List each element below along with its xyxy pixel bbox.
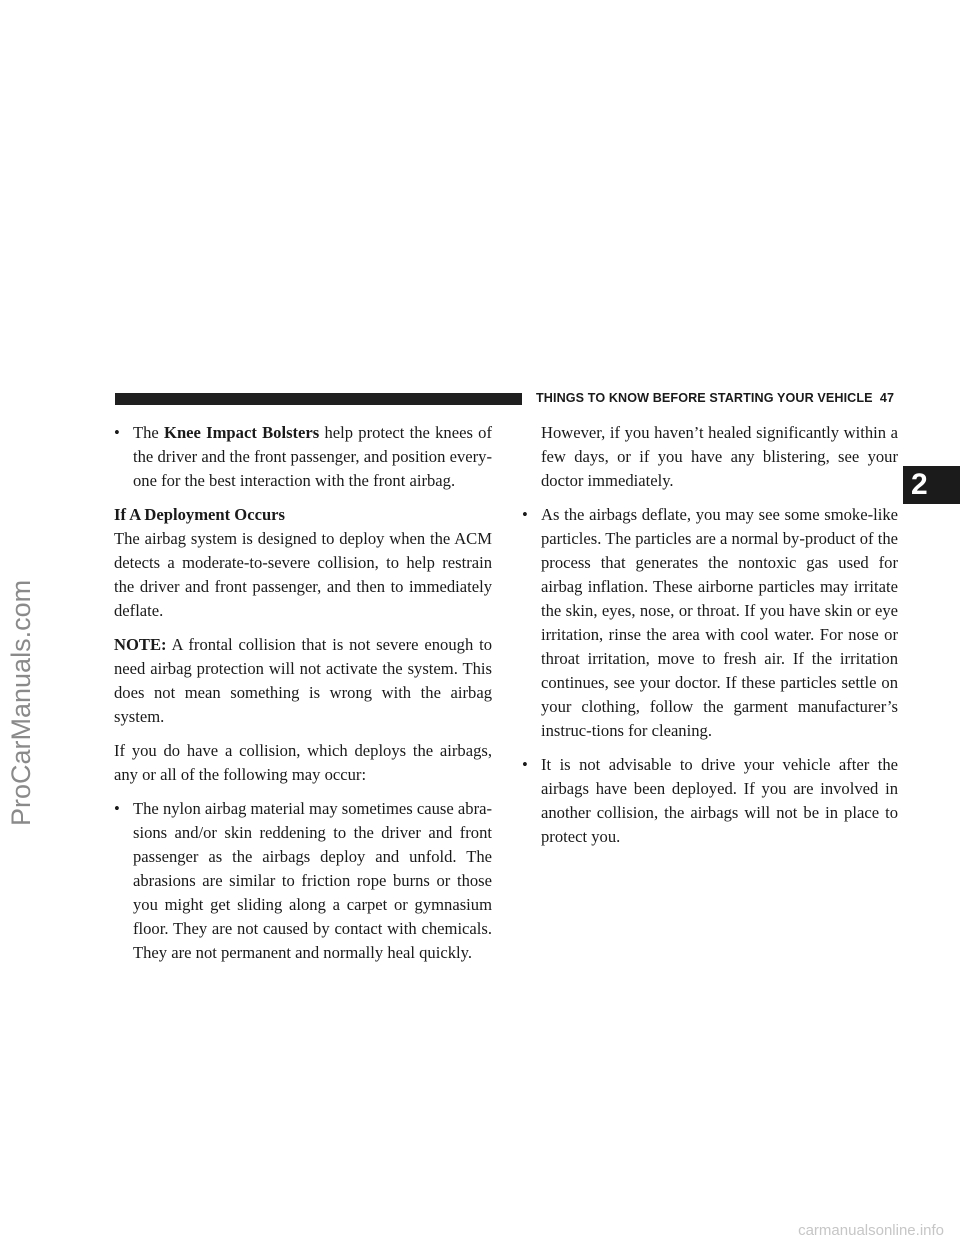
side-watermark: ProCarManuals.com	[6, 579, 36, 826]
paragraph-continuation: However, if you haven’t healed significantly within a few days, or if you have any blistering, see your doctor immediately.	[541, 423, 898, 490]
bullet-text: It is not advisable to drive your vehicle after the airbags have been deployed. If you are involved in another collision, the airbags will not be in place to protect you.	[541, 755, 898, 846]
chapter-tab: 2	[903, 466, 960, 504]
bullet-text: The nylon airbag material may sometimes cause abra-sions and/or skin reddening to the driver and front passenger as the airbags deploy and unfold. The abrasions are similar to friction rope burns or those you might get sliding along a carpet or gymnasium floor. They are not caused by contact with chemicals. They are not permanent and normally heal quickly.	[133, 799, 492, 962]
bullet-dot: •	[522, 755, 528, 774]
bullet-dot: •	[114, 423, 120, 442]
bullet-dot: •	[522, 505, 528, 524]
list-item-smoke-particles	[522, 503, 898, 743]
note-paragraph	[114, 633, 492, 729]
list-item-knee-bolsters	[114, 421, 492, 493]
right-column	[522, 421, 898, 849]
bullet-text-post: help protect the knees of the driver and the front passenger, and position every-one for the best interaction with the front airbag.	[133, 423, 492, 490]
page-number: 47	[879, 391, 895, 405]
list-item-do-not-drive	[522, 753, 898, 849]
bullet-dot: •	[114, 799, 120, 818]
bullet-text: As the airbags deflate, you may see some smoke-like particles. The particles are a normal by-product of the process that generates the nontoxic gas used for airbag inflation. These airborne particles may irritate the skin, eyes, nose, or throat. If you have skin or eye irritation, rinse the area with cool water. For nose or throat irritation, move to fresh air. If the irritation continues, see your doctor. If these particles settle on your clothing, follow the garment manufacturer’s instruc-tions for cleaning.	[541, 505, 898, 740]
list-item-abrasions	[114, 797, 492, 965]
left-column	[114, 421, 492, 965]
note-text: A frontal collision that is not severe enough to need airbag protection will not activate the system. This does not mean something is wrong with the airbag system.	[114, 635, 492, 726]
header-title: THINGS TO KNOW BEFORE STARTING YOUR VEHICLE	[536, 391, 873, 405]
note-label: NOTE:	[114, 635, 167, 654]
paragraph-deploy: The airbag system is designed to deploy when the ACM detects a moderate-to-severe collision, to help restrain the driver and front passenger, and then to immediately deflate.	[114, 529, 492, 620]
footer-watermark: carmanualsonline.info	[798, 1222, 944, 1239]
bullet-text-pre: The	[133, 423, 165, 442]
bullet-term: Knee Impact Bolsters	[164, 423, 320, 442]
header-rule	[115, 393, 522, 405]
paragraph-collision: If you do have a collision, which deploys the airbags, any or all of the following may occur:	[114, 741, 492, 784]
section-heading: If A Deployment Occurs	[114, 505, 285, 524]
running-header	[536, 391, 894, 405]
